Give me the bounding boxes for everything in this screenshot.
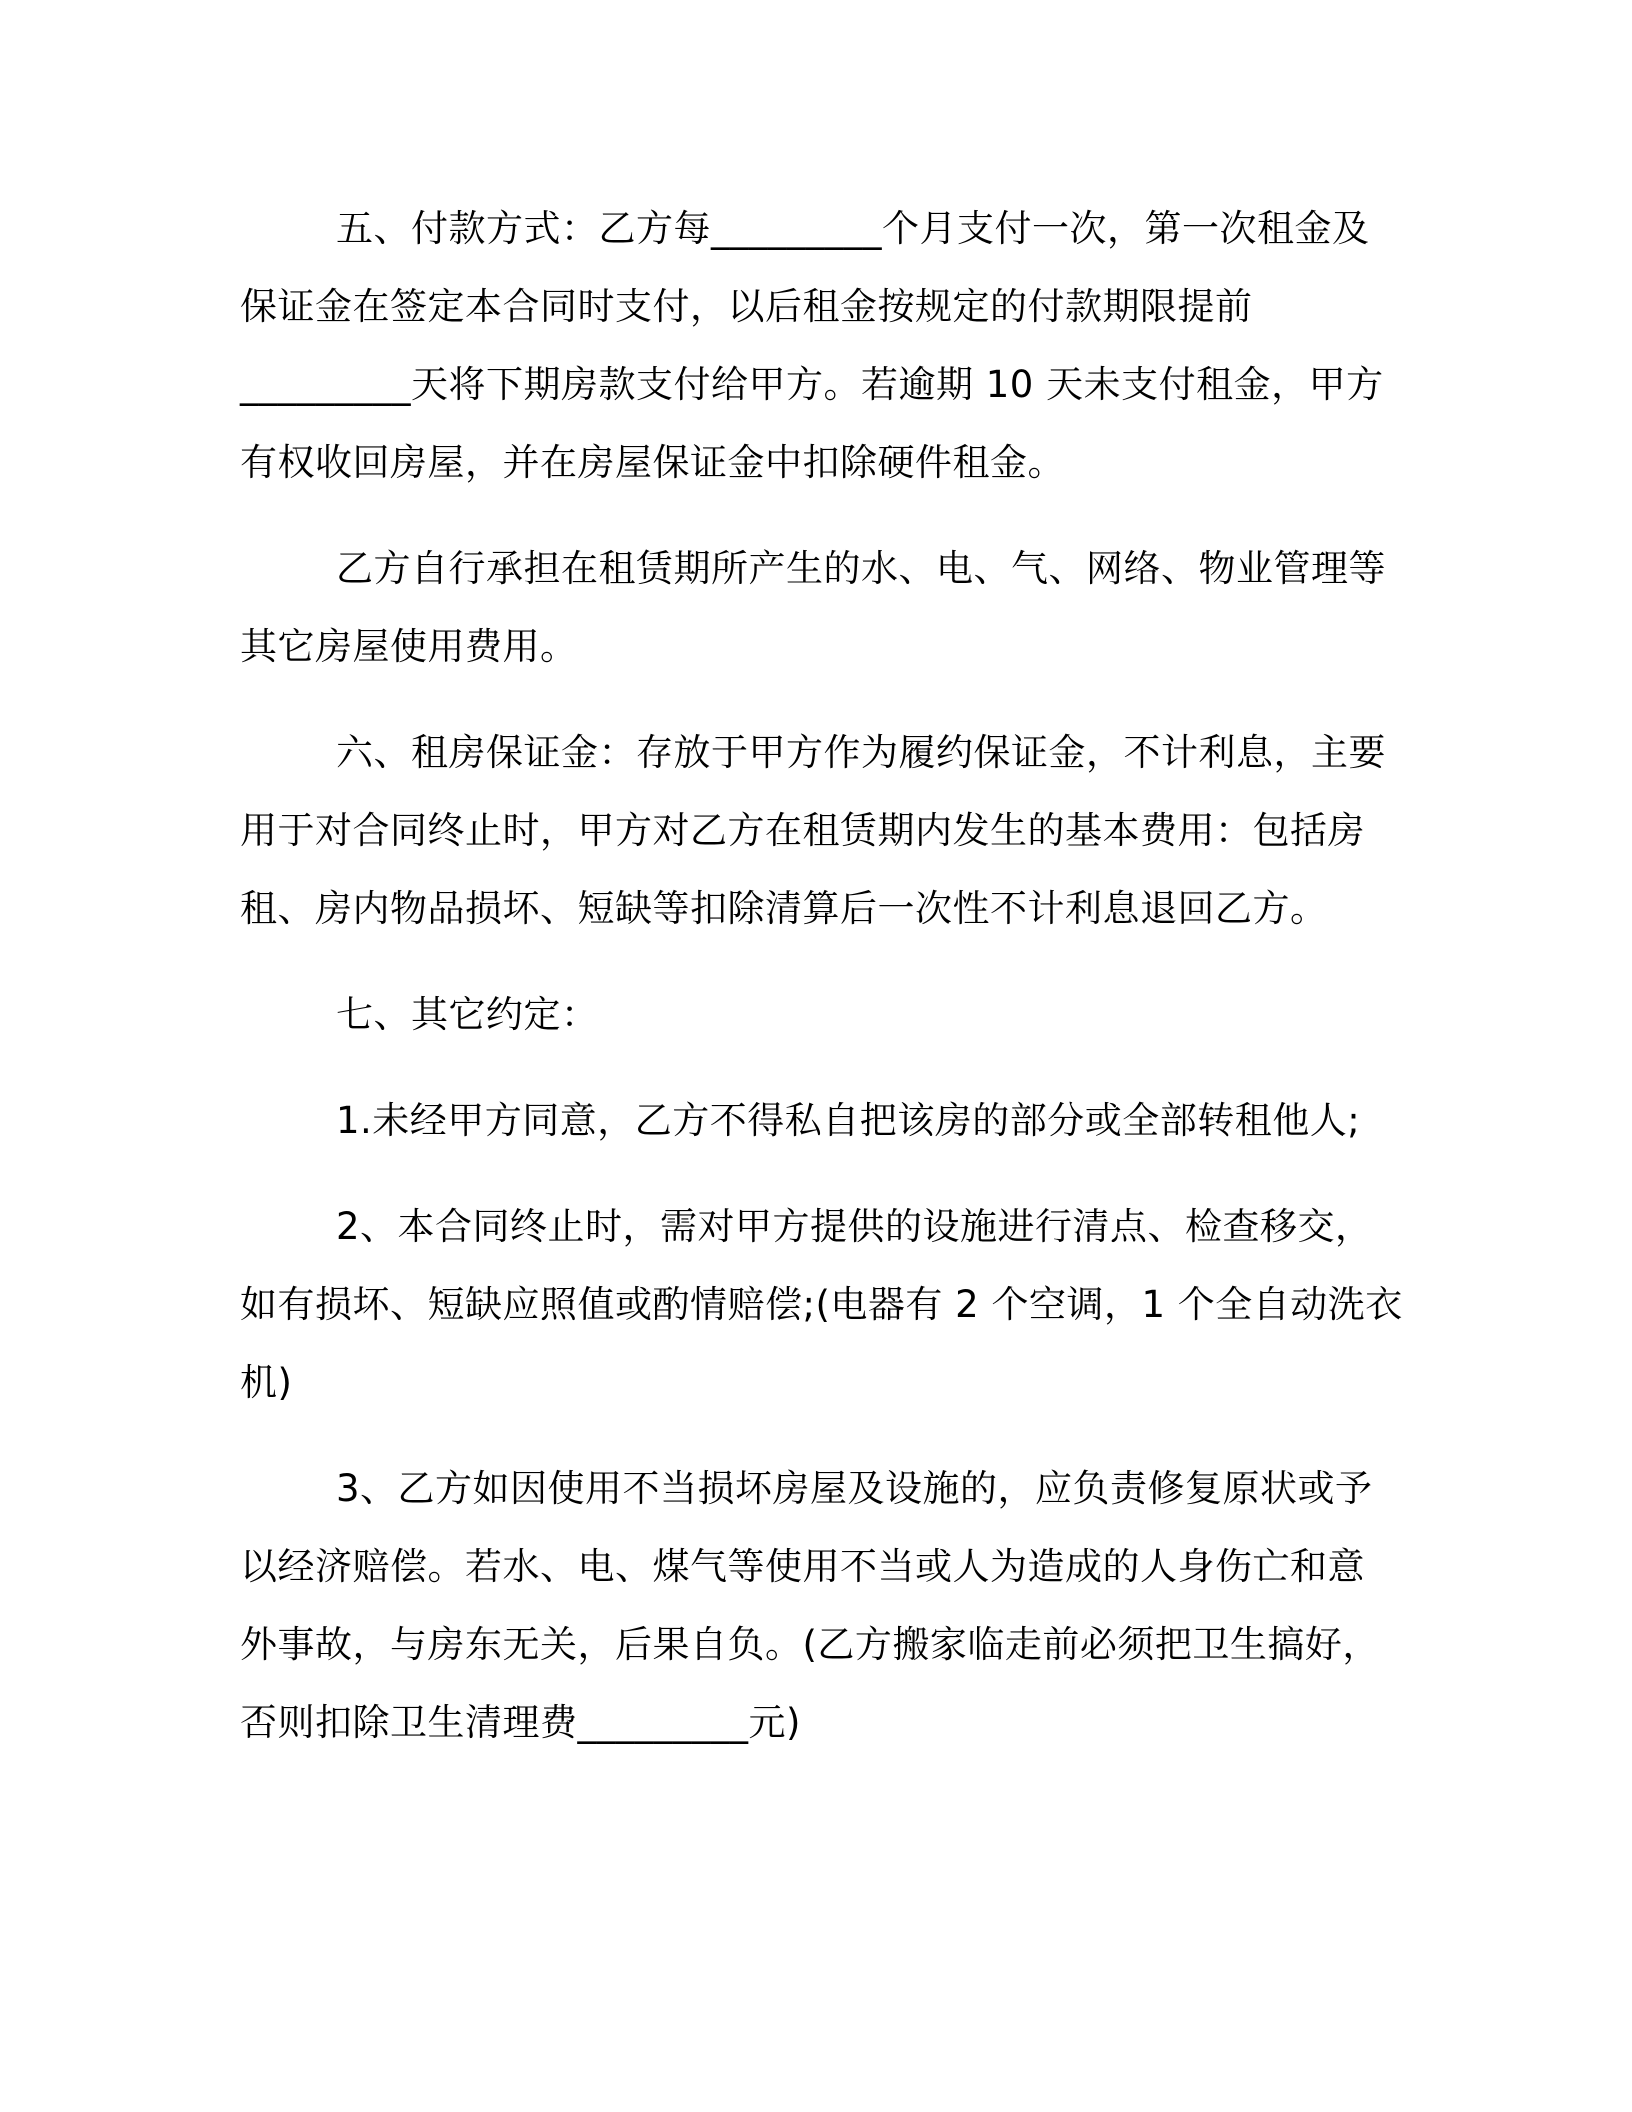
paragraph-line: 五、付款方式：乙方每_________个月支付一次，第一次租金及 bbox=[336, 207, 1370, 250]
paragraph-line: 1.未经甲方同意，乙方不得私自把该房的部分或全部转租他人; bbox=[336, 1099, 1361, 1142]
paragraph-line: 如有损坏、短缺应照值或酌情赔偿;(电器有 2 个空调，1 个全自动洗衣 bbox=[240, 1283, 1403, 1326]
paragraph-line: 2、本合同终止时，需对甲方提供的设施进行清点、检查移交， bbox=[336, 1205, 1373, 1248]
paragraph-line: 机) bbox=[240, 1361, 293, 1404]
paragraph-line: 3、乙方如因使用不当损坏房屋及设施的，应负责修复原状或予 bbox=[336, 1467, 1373, 1510]
paragraph-line: _________天将下期房款支付给甲方。若逾期 10 天未支付租金，甲方 bbox=[240, 363, 1384, 406]
paragraph-clause-6 bbox=[240, 714, 1390, 948]
paragraph-line: 用于对合同终止时，甲方对乙方在租赁期内发生的基本费用：包括房 bbox=[240, 809, 1365, 852]
paragraph-clause-7-item-3 bbox=[240, 1450, 1390, 1762]
paragraph-line: 否则扣除卫生清理费_________元) bbox=[240, 1701, 801, 1744]
paragraph-line: 保证金在签定本合同时支付，以后租金按规定的付款期限提前 bbox=[240, 285, 1253, 328]
paragraph-line: 外事故，与房东无关，后果自负。(乙方搬家临走前必须把卫生搞好， bbox=[240, 1623, 1380, 1666]
paragraph-clause-7-heading bbox=[240, 976, 1390, 1054]
paragraph-line: 六、租房保证金：存放于甲方作为履约保证金，不计利息，主要 bbox=[336, 731, 1386, 774]
paragraph-line: 有权收回房屋，并在房屋保证金中扣除硬件租金。 bbox=[240, 441, 1065, 484]
paragraph-clause-5 bbox=[240, 190, 1390, 502]
paragraph-line: 以经济赔偿。若水、电、煤气等使用不当或人为造成的人身伤亡和意 bbox=[240, 1545, 1365, 1588]
paragraph-clause-7-item-1 bbox=[240, 1082, 1390, 1160]
paragraph-line: 乙方自行承担在租赁期所产生的水、电、气、网络、物业管理等 bbox=[336, 547, 1386, 590]
paragraph-clause-7-item-2 bbox=[240, 1188, 1403, 1422]
paragraph-line: 其它房屋使用费用。 bbox=[240, 625, 578, 668]
paragraph-line: 租、房内物品损坏、短缺等扣除清算后一次性不计利息退回乙方。 bbox=[240, 887, 1328, 930]
document-body bbox=[240, 190, 1403, 1790]
paragraph-clause-5-utilities bbox=[240, 530, 1390, 686]
paragraph-line: 七、其它约定： bbox=[336, 993, 599, 1036]
